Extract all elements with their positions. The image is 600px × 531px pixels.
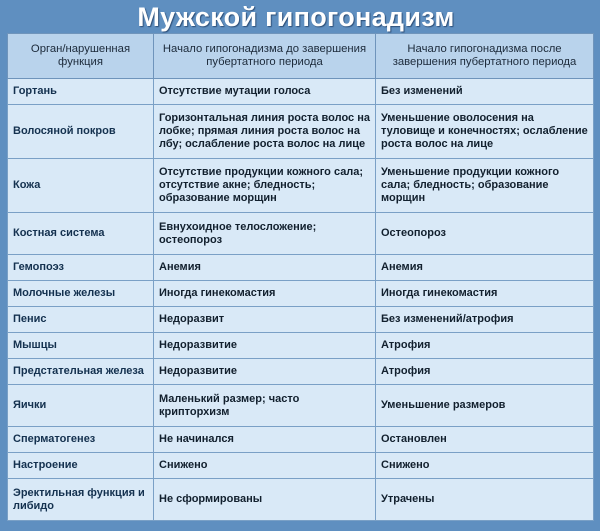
organ-cell: Молочные железы bbox=[8, 281, 154, 307]
after-puberty-cell: Остановлен bbox=[376, 427, 594, 453]
organ-cell: Гортань bbox=[8, 79, 154, 105]
table-row bbox=[8, 281, 594, 307]
header-organ-function: Орган/нарушенная функция bbox=[8, 34, 154, 79]
before-puberty-cell: Недоразвитие bbox=[154, 359, 376, 385]
table-row bbox=[8, 159, 594, 213]
table-row bbox=[8, 479, 594, 521]
organ-cell: Пенис bbox=[8, 307, 154, 333]
before-puberty-cell: Снижено bbox=[154, 453, 376, 479]
table-row bbox=[8, 359, 594, 385]
organ-cell: Эректильная функция и либидо bbox=[8, 479, 154, 521]
organ-cell: Кожа bbox=[8, 159, 154, 213]
header-onset-after-puberty: Начало гипогонадизма после завершения пубертатного периода bbox=[376, 34, 594, 79]
organ-cell: Волосяной покров bbox=[8, 105, 154, 159]
header-onset-before-puberty: Начало гипогонадизма до завершения пубертатного периода bbox=[154, 34, 376, 79]
organ-cell: Настроение bbox=[8, 453, 154, 479]
organ-cell: Яички bbox=[8, 385, 154, 427]
before-puberty-cell: Отсутствие продукции кожного сала; отсутствие акне; бледность; образование морщин bbox=[154, 159, 376, 213]
before-puberty-cell: Отсутствие мутации голоса bbox=[154, 79, 376, 105]
after-puberty-cell: Без изменений bbox=[376, 79, 594, 105]
organ-cell: Предстательная железа bbox=[8, 359, 154, 385]
page-title: Мужской гипогонадизм bbox=[137, 2, 455, 32]
before-puberty-cell: Горизонтальная линия роста волос на лобке; прямая линия роста волос на лбу; ослабление роста волос на лице bbox=[154, 105, 376, 159]
organ-cell: Гемопоэз bbox=[8, 255, 154, 281]
after-puberty-cell: Атрофия bbox=[376, 359, 594, 385]
table-row bbox=[8, 213, 594, 255]
after-puberty-cell: Снижено bbox=[376, 453, 594, 479]
before-puberty-cell: Маленький размер; часто крипторхизм bbox=[154, 385, 376, 427]
table-row bbox=[8, 105, 594, 159]
before-puberty-cell: Недоразвитие bbox=[154, 333, 376, 359]
before-puberty-cell: Иногда гинекомастия bbox=[154, 281, 376, 307]
table-row bbox=[8, 307, 594, 333]
table-row bbox=[8, 453, 594, 479]
organ-cell: Сперматогенез bbox=[8, 427, 154, 453]
table-row bbox=[8, 333, 594, 359]
after-puberty-cell: Утрачены bbox=[376, 479, 594, 521]
organ-cell: Костная система bbox=[8, 213, 154, 255]
after-puberty-cell: Уменьшение размеров bbox=[376, 385, 594, 427]
after-puberty-cell: Уменьшение оволосения на туловище и конечностях; ослабление роста волос на лице bbox=[376, 105, 594, 159]
after-puberty-cell: Анемия bbox=[376, 255, 594, 281]
hypogonadism-table bbox=[7, 33, 594, 521]
table-row bbox=[8, 385, 594, 427]
before-puberty-cell: Не начинался bbox=[154, 427, 376, 453]
after-puberty-cell: Иногда гинекомастия bbox=[376, 281, 594, 307]
before-puberty-cell: Анемия bbox=[154, 255, 376, 281]
table-row bbox=[8, 255, 594, 281]
before-puberty-cell: Недоразвит bbox=[154, 307, 376, 333]
before-puberty-cell: Не сформированы bbox=[154, 479, 376, 521]
table-row bbox=[8, 79, 594, 105]
before-puberty-cell: Евнухоидное телосложение; остеопороз bbox=[154, 213, 376, 255]
after-puberty-cell: Остеопороз bbox=[376, 213, 594, 255]
table-header-row bbox=[8, 34, 594, 79]
organ-cell: Мышцы bbox=[8, 333, 154, 359]
after-puberty-cell: Уменьшение продукции кожного сала; бледность; образование морщин bbox=[376, 159, 594, 213]
after-puberty-cell: Без изменений/атрофия bbox=[376, 307, 594, 333]
table-row bbox=[8, 427, 594, 453]
after-puberty-cell: Атрофия bbox=[376, 333, 594, 359]
